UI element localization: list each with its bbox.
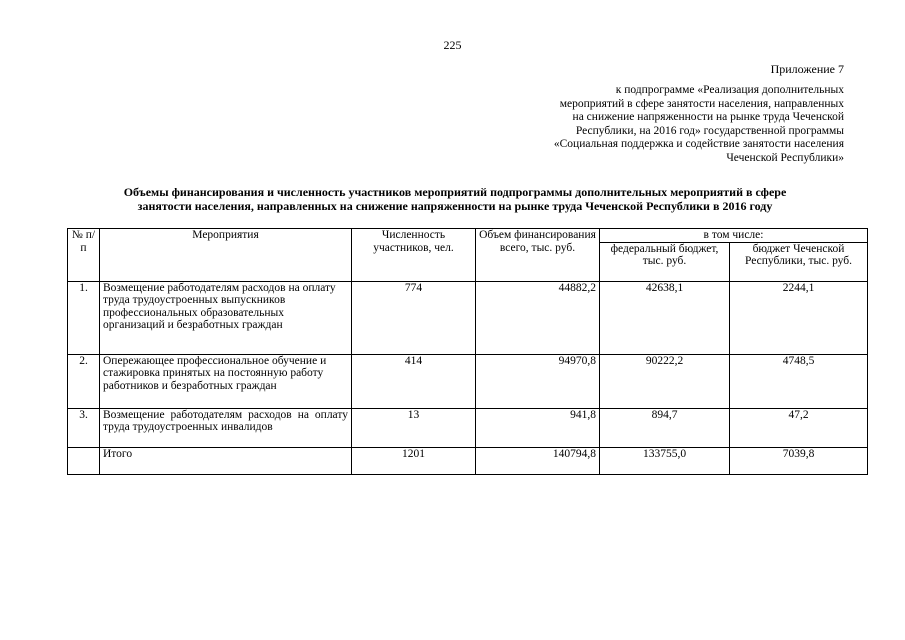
total-regional: 7039,8: [730, 447, 868, 474]
row-activity: Возмещение работодателям расходов на оплату труда трудоустроенных выпускников профессиональных образовательных организаций и безработных граждан: [100, 281, 352, 354]
row-federal: 42638,1: [600, 281, 730, 354]
header-participants: Численность участников, чел.: [352, 229, 476, 282]
row-volume: 94970,8: [476, 354, 600, 408]
row-federal: 90222,2: [600, 354, 730, 408]
document-title-line: занятости населения, направленных на снижение напряженности на рынке труда Чеченской Республики в 2016 году: [137, 198, 773, 213]
table-row: [68, 354, 868, 408]
row-activity: Опережающее профессиональное обучение и стажировка принятых на постоянную работу работников и безработных граждан: [100, 354, 352, 408]
row-num: 3.: [68, 408, 100, 447]
row-num: 2.: [68, 354, 100, 408]
appendix-line: «Социальная поддержка и содействие занятости населения: [553, 138, 844, 150]
appendix-title: Приложение 7: [770, 62, 844, 76]
document-title-line: Объемы финансирования и численность участников мероприятий подпрограммы дополнительных мероприятий в сфере: [123, 185, 787, 199]
row-activity: Возмещение работодателям расходов на оплату труда трудоустроенных инвалидов: [100, 408, 352, 447]
header-regional: бюджет Чеченской Республики, тыс. руб.: [730, 242, 868, 281]
appendix-subtitle: [504, 84, 844, 165]
row-volume: 941,8: [476, 408, 600, 447]
total-federal: 133755,0: [600, 447, 730, 474]
document-title: [40, 186, 870, 213]
appendix-line: к подпрограмме «Реализация дополнительных: [615, 84, 844, 96]
row-volume: 44882,2: [476, 281, 600, 354]
table-total-row: [68, 447, 868, 474]
row-regional: 4748,5: [730, 354, 868, 408]
row-regional: 2244,1: [730, 281, 868, 354]
row-participants: 414: [352, 354, 476, 408]
total-label: Итого: [100, 447, 352, 474]
row-participants: 774: [352, 281, 476, 354]
page-number: 225: [443, 38, 462, 52]
row-regional: 47,2: [730, 408, 868, 447]
header-activity: Мероприятия: [100, 229, 352, 282]
table-row: [68, 281, 868, 354]
row-num: 1.: [68, 281, 100, 354]
appendix-line: мероприятий в сфере занятости населения, направленных: [559, 97, 844, 110]
header-volume: Объем финансирования всего, тыс. руб.: [476, 229, 600, 282]
funding-table: [67, 228, 868, 475]
header-federal: федеральный бюджет, тыс. руб.: [600, 242, 730, 281]
appendix-line: Республики, на 2016 год» государственной программы: [575, 124, 844, 137]
total-num: [68, 447, 100, 474]
header-including: в том числе:: [600, 229, 868, 243]
row-participants: 13: [352, 408, 476, 447]
row-federal: 894,7: [600, 408, 730, 447]
table-header-row: [68, 229, 868, 243]
header-num: № п/п: [68, 229, 100, 282]
table-row: [68, 408, 868, 447]
appendix-line: Чеченской Республики»: [726, 151, 844, 164]
appendix-line: на снижение напряженности на рынке труда Чеченской: [572, 111, 844, 123]
total-participants: 1201: [352, 447, 476, 474]
total-volume: 140794,8: [476, 447, 600, 474]
